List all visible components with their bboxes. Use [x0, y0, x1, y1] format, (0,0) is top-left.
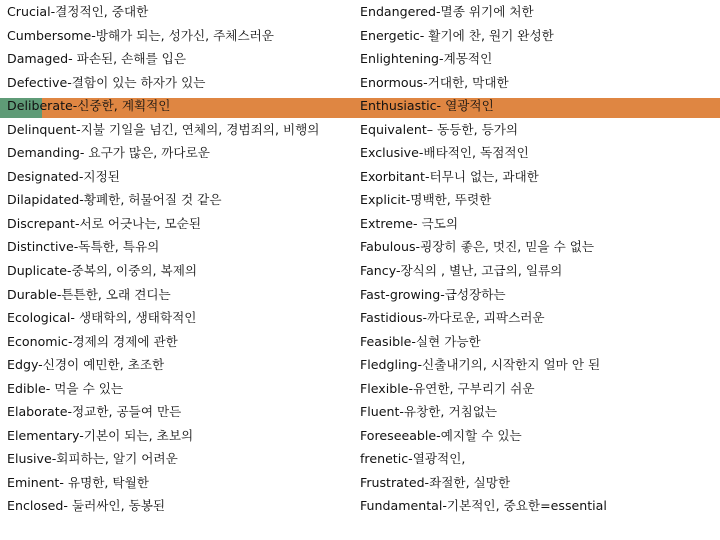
vocab-entry: Defective-결함이 있는 하자가 있는	[7, 74, 206, 90]
vocab-entry: Flexible-유연한, 구부리기 쉬운	[360, 380, 535, 396]
vocab-entry: Demanding- 요구가 많은, 까다로운	[7, 145, 210, 161]
vocab-entry: Dilapidated-황폐한, 허물어질 것 같은	[7, 192, 222, 208]
vocab-entry: Equivalent– 동등한, 등가의	[360, 121, 519, 137]
vocab-entry: Edible- 먹을 수 있는	[7, 380, 124, 396]
vocab-entry: Enclosed- 둘러싸인, 동봉된	[7, 498, 166, 514]
vocab-entry: Discrepant-서로 어긋나는, 모순된	[7, 215, 202, 231]
vocab-entry: Edgy-신경이 예민한, 초조한	[7, 357, 165, 373]
vocab-entry: Exorbitant-터무니 없는, 과대한	[360, 168, 539, 184]
vocab-entry: Duplicate-중복의, 이중의, 복제의	[7, 263, 198, 279]
vocab-entry: Damaged- 파손된, 손해를 입은	[7, 51, 187, 67]
vocab-entry: Deliberate-신중한, 계획적인	[7, 98, 171, 114]
vocab-entry: Cumbersome-방해가 되는, 성가신, 주체스러운	[7, 27, 274, 43]
vocab-entry: Energetic- 활기에 찬, 원기 완성한	[360, 27, 554, 43]
vocab-entry: Fast-growing-급성장하는	[360, 286, 506, 302]
vocab-entry: Enthusiastic- 열광적인	[360, 98, 494, 114]
vocab-entry: frenetic-열광적인,	[360, 451, 466, 467]
vocab-entry: Elementary-기본이 되는, 초보의	[7, 427, 194, 443]
vocab-entry: Eminent- 유명한, 탁월한	[7, 474, 149, 490]
vocab-entry: Fabulous-굉장히 좋은, 멋진, 믿을 수 없는	[360, 239, 595, 255]
vocab-entry: Enlightening-계몽적인	[360, 51, 493, 67]
vocab-entry: Fundamental-기본적인, 중요한=essential	[360, 498, 607, 514]
vocab-column-left	[7, 0, 357, 518]
vocab-entry: Exclusive-배타적인, 독점적인	[360, 145, 529, 161]
vocab-entry: Economic-경제의 경제에 관한	[7, 333, 178, 349]
vocab-entry: Fastidious-까다로운, 괴팍스러운	[360, 310, 545, 326]
vocab-entry: Frustrated-좌절한, 실망한	[360, 474, 511, 490]
vocab-entry: Extreme- 극도의	[360, 215, 459, 231]
vocab-entry: Fluent-유창한, 거침없는	[360, 404, 498, 420]
vocab-entry: Designated-지정된	[7, 168, 120, 184]
vocab-entry: Elusive-회피하는, 알기 어려운	[7, 451, 178, 467]
vocab-entry: Enormous-거대한, 막대한	[360, 74, 509, 90]
vocab-entry: Feasible-실현 가능한	[360, 333, 481, 349]
vocab-entry: Explicit-명백한, 뚜렷한	[360, 192, 492, 208]
vocab-entry: Elaborate-정교한, 공들여 만든	[7, 404, 182, 420]
vocab-entry: Ecological- 생태학의, 생태학적인	[7, 310, 197, 326]
vocab-entry: Endangered-멸종 위기에 처한	[360, 4, 534, 19]
vocab-entry: Fancy-장식의 , 별난, 고급의, 일류의	[360, 263, 563, 279]
vocab-entry: Foreseeable-예지할 수 있는	[360, 427, 522, 443]
vocab-entry: Crucial-결정적인, 중대한	[7, 4, 149, 19]
vocab-entry: Fledgling-신출내기의, 시작한지 얼마 안 된	[360, 357, 601, 373]
vocab-entry: Distinctive-독특한, 특유의	[7, 239, 160, 255]
vocab-entry: Delinquent-지불 기일을 넘긴, 연체의, 경범죄의, 비행의	[7, 121, 320, 137]
vocab-column-right	[360, 0, 715, 518]
vocab-entry: Durable-튼튼한, 오래 견디는	[7, 286, 171, 302]
